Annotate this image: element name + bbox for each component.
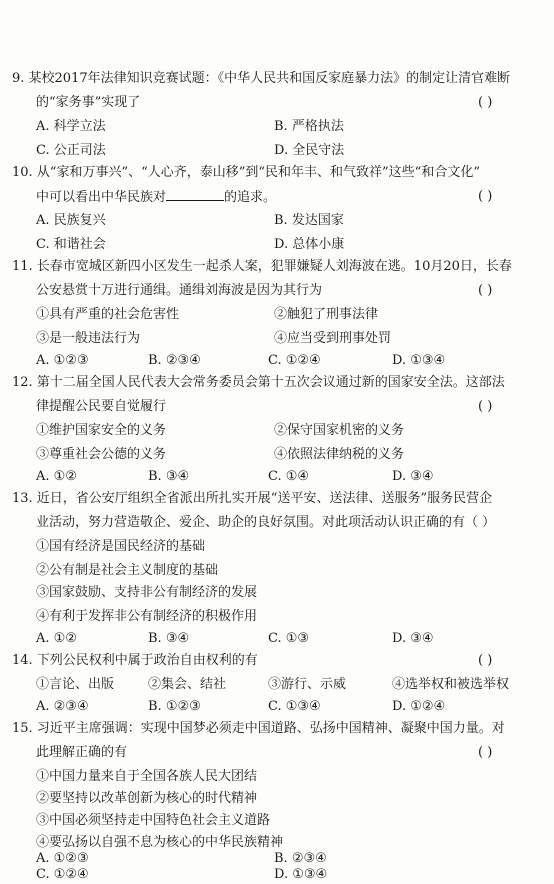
statement-item: ②公有制是社会主义制度的基础	[36, 563, 219, 578]
question-stem: 的“家务事”实现了	[36, 95, 141, 110]
option-d: D. ③④	[392, 631, 434, 646]
option-a: A. ②③④	[36, 699, 89, 714]
statement-item: ①具有严重的社会危害性	[36, 307, 180, 322]
option-b: B. ②③④	[274, 851, 327, 866]
question-stem: 14. 下列公民权利中属于政治自由权利的有	[12, 653, 258, 668]
option-c: C. ①②④	[36, 867, 89, 882]
option-b: B. ②③④	[148, 353, 201, 368]
statement-item: ④选举权和被选举权	[392, 677, 510, 692]
question-stem: 12. 第十二届全国人民代表大会常务委员会第十五次会议通过新的国家安全法。这部法	[12, 375, 505, 390]
statement-item: ②保守国家机密的义务	[274, 423, 405, 438]
option-b: B. ③④	[148, 469, 190, 484]
statement-item: ①国有经济是国民经济的基础	[36, 539, 206, 554]
statement-item: ④有利于发挥非公有制经济的积极作用	[36, 609, 258, 624]
statement-item: ④应当受到刑事处罚	[274, 331, 392, 346]
question-stem: 15. 习近平主席强调：实现中国梦必须走中国道路、弘扬中国精神、凝聚中国力量。对	[12, 721, 505, 736]
option-b: B. ③④	[148, 631, 190, 646]
statement-item: ②集会、结社	[148, 677, 227, 692]
question-stem: 13. 近日，省公安厅组织全省派出所扎实开展“送平安、送法律、送服务”服务民营企	[12, 491, 493, 506]
answer-bracket: ( )	[478, 745, 493, 760]
option-c: C. 和谐社会	[36, 237, 106, 252]
statement-item: ③游行、示威	[268, 677, 347, 692]
option-a: A. 民族复兴	[36, 213, 106, 228]
stem-text: 的追求。	[224, 190, 277, 205]
option-a: A. ①②③	[36, 851, 89, 866]
question-stem	[36, 188, 276, 207]
option-b: B. 发达国家	[274, 213, 344, 228]
answer-bracket: ( )	[478, 95, 493, 110]
option-c: C. ①③	[268, 631, 310, 646]
option-d: D. ③④	[392, 469, 434, 484]
option-a: A. ①②	[36, 469, 77, 484]
statement-item: ①言论、出版	[36, 677, 115, 692]
answer-bracket: ( )	[478, 189, 493, 204]
option-d: D. 总体小康	[274, 237, 345, 252]
question-stem: 公安悬赏十万进行通缉。通缉刘海波是因为其行为	[36, 283, 323, 298]
answer-bracket: ( )	[478, 283, 493, 298]
statement-item: ①维护国家安全的义务	[36, 423, 167, 438]
option-d: D. ①③④	[392, 353, 446, 368]
statement-item: ①中国力量来自于全国各族人民大团结	[36, 769, 258, 784]
statement-item: ③中国必须坚持走中国特色社会主义道路	[36, 813, 271, 828]
question-stem: 此理解正确的有	[36, 745, 128, 760]
option-a: A. ①②③	[36, 353, 89, 368]
statement-item: ②要坚持以改革创新为核心的时代精神	[36, 791, 258, 806]
option-c: C. ①④	[268, 469, 310, 484]
option-a: A. ①②	[36, 631, 77, 646]
fill-blank	[166, 188, 224, 201]
question-stem: 律提醒公民要自觉履行	[36, 399, 167, 414]
option-a: A. 科学立法	[36, 119, 106, 134]
question-stem: 业活动，努力营造敬企、爱企、助企的良好氛围。对此项活动认识正确的有（ ）	[36, 515, 496, 530]
statement-item: ③尊重社会公德的义务	[36, 447, 167, 462]
statement-item: ④依照法律纳税的义务	[274, 447, 405, 462]
question-stem: 10. 从“家和万事兴”、“人心齐，泰山移”到“民和年丰、和气致祥”这些“和合文化”	[12, 165, 480, 180]
statement-item: ④要弘扬以自强不息为核心的中华民族精神	[36, 835, 284, 850]
statement-item: ③国家鼓励、支持非公有制经济的发展	[36, 585, 258, 600]
question-stem: 9. 某校2017年法律知识竞赛试题：《中华人民共和国反家庭暴力法》的制定让清官难断	[12, 71, 511, 86]
statement-item: ②触犯了刑事法律	[274, 307, 379, 322]
option-d: D. ①②④	[392, 699, 446, 714]
answer-bracket: ( )	[478, 399, 493, 414]
option-d: D. 全民守法	[274, 143, 345, 158]
option-c: C. ①②④	[268, 353, 321, 368]
option-b: B. 严格执法	[274, 119, 344, 134]
question-stem: 11. 长春市宽城区新四小区发生一起杀人案，犯罪嫌疑人刘海波在逃。10月20日，长春	[12, 259, 512, 274]
statement-item: ③是一般违法行为	[36, 331, 141, 346]
stem-text: 中可以看出中华民族对	[36, 190, 167, 205]
option-c: C. 公正司法	[36, 143, 106, 158]
option-d: D. ①③④	[274, 867, 328, 882]
option-b: B. ①②③	[148, 699, 201, 714]
option-c: C. ①③④	[268, 699, 321, 714]
answer-bracket: ( )	[478, 653, 493, 668]
